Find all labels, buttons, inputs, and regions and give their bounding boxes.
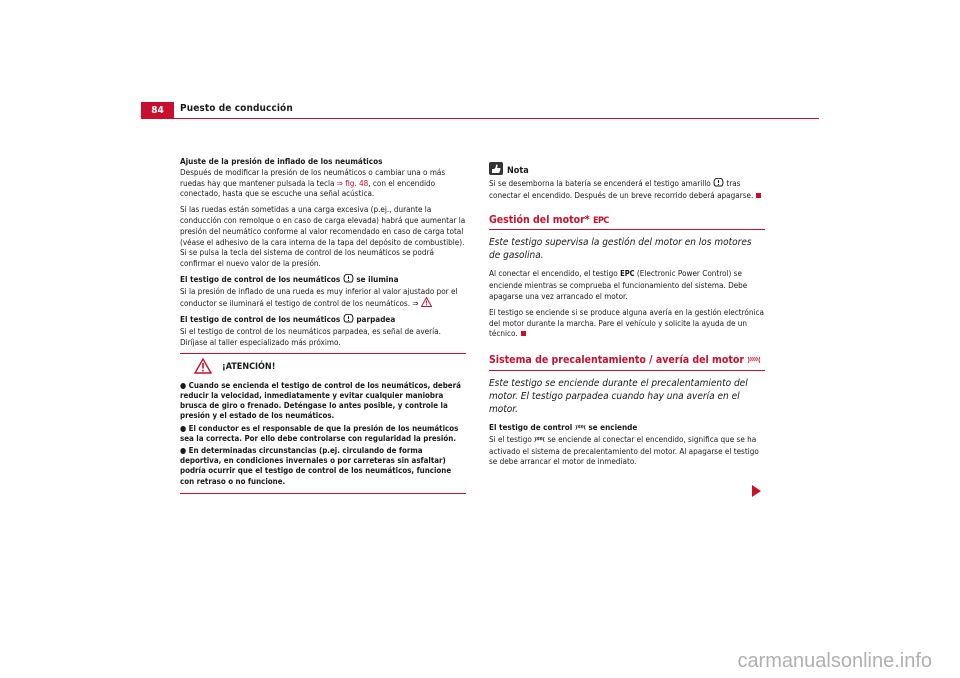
subheading-text: parpadea [353, 314, 396, 325]
section-title: Sistema de precalentamiento / avería del motor [489, 354, 748, 367]
warning-triangle-icon [421, 297, 432, 310]
tyre-pressure-icon [343, 274, 354, 286]
right-column [489, 162, 765, 472]
section-heading-glow-plug [489, 355, 765, 371]
subheading-text: El testigo de control de los neumáticos [180, 273, 343, 284]
subheading-text: El testigo de control [489, 421, 575, 432]
lead-glow-plug: Este testigo se enciende durante el precalentamiento del motor. El testigo parpadea cuando hay una avería en el motor. [489, 377, 748, 415]
tyre-pressure-icon [713, 178, 724, 190]
paragraph-text: , con el encendido conectado, hasta que se escuche una señal acústica. [180, 177, 436, 199]
note-heading [489, 162, 765, 178]
chapter-title: Puesto de conducción [180, 103, 293, 114]
glow-plug-icon [534, 435, 545, 446]
paragraph-text: Después de modificar la presión de los neumáticos o cambiar una o más ruedas hay que mantener pulsada la tecla [180, 166, 446, 188]
warning-item: ● El conductor es el responsable de que la presión de los neumáticos sea la correcta. Por ello debe controlarse con regularidad la presión. [180, 423, 459, 443]
note-title: Nota [507, 166, 529, 176]
next-page-arrow-icon[interactable] [752, 485, 761, 497]
epc-icon: EPC [592, 215, 609, 226]
header-rule [141, 118, 819, 119]
subheading-pressure-adjust: Ajuste de la presión de inflado de los neumáticos [180, 156, 383, 166]
warning-triangle-icon [194, 358, 212, 377]
paragraph-pressure-adjust [180, 167, 466, 199]
warning-item-text: En determinadas circunstancias (p.ej. circulando de forma deportiva, en condiciones invernales o por carreteras sin asfaltar) podría ocurrir que el testigo de control de los neumáticos, funcione con retraso o no funcione. [180, 445, 452, 486]
paragraph-text: Si la presión de inflado de una rueda es muy inferior al valor ajustado por el conductor se iluminará el testigo de control de los neumáticos. ⇒ [180, 285, 458, 308]
note-paragraph [489, 178, 765, 201]
paragraph-epc-on [489, 268, 765, 301]
paragraph-text: El testigo se enciende si se produce alguna avería en la gestión electrónica del motor durante la marcha. Pare el vehículo y solicite la ayuda de un técnico. [489, 306, 764, 339]
paragraph-glow-plug [489, 434, 765, 467]
paragraph-text: Al conectar el encendido, el testigo [489, 268, 621, 279]
note-icon [489, 162, 503, 175]
warning-item-text: Cuando se encienda el testigo de control de los neumáticos, deberá reducir la velocidad, inmediatamente y evitar cualquier maniobra brusca de giro o frenado. Deténgase lo antes posible, y controle la presión y el estado de los neumáticos. [180, 380, 461, 421]
subheading-text: se ilumina [353, 273, 399, 284]
page-number: 84 [141, 102, 174, 119]
paragraph-tyre-light-blinks: Si el testigo de control de los neumáticos parpadea, es señal de avería. Diríjase al taller especializado más próximo. [180, 326, 441, 347]
warning-item: ● En determinadas circunstancias (p.ej. circulando de forma deportiva, en condiciones invernales o por carreteras sin asfaltar) podría ocurrir que el testigo de control de los neumáticos, funcione con retraso o no funcione. [180, 445, 452, 486]
section-title: Gestión del motor* [489, 213, 593, 226]
paragraph-epc-fault [489, 307, 765, 339]
epc-icon: EPC [620, 269, 635, 279]
tyre-pressure-icon [343, 314, 354, 326]
subheading-text: El testigo de control de los neumáticos [180, 314, 343, 325]
warning-item: ● Cuando se encienda el testigo de control de los neumáticos, deberá reducir la velocidad, inmediatamente y evitar cualquier maniobra brusca de giro o frenado. Deténgase lo antes posible, y controle la presión y el estado de los neumáticos. [180, 380, 461, 421]
paragraph-text: Si el testigo [489, 433, 535, 444]
note-text: tras conectar el encendido. Después de un breve recorrido deberá apagarse. [489, 178, 754, 200]
warning-box [180, 353, 466, 494]
glow-plug-icon [747, 355, 761, 367]
watermark: carmanualsonline.info [737, 650, 932, 672]
note-text: Si se desemborna la batería se encenderá el testigo amarillo [489, 178, 714, 188]
figure-link[interactable]: ⇒ fig. 48 [336, 177, 369, 188]
section-heading-engine-management [489, 215, 765, 231]
warning-title: ¡ATENCIÓN! [222, 361, 276, 372]
warning-item-text: El conductor es el responsable de que la presión de los neumáticos sea la correcta. Por ello debe controlarse con regularidad la presión. [180, 423, 459, 443]
left-column [180, 156, 466, 494]
subheading-tyre-light-on [180, 274, 466, 286]
glow-plug-icon [575, 423, 586, 434]
paragraph-tyre-light-on [180, 286, 466, 310]
subheading-tyre-light-blinks [180, 314, 466, 326]
lead-engine-management: Este testigo supervisa la gestión del motor en los motores de gasolina. [489, 237, 752, 262]
subheading-text: se enciende [585, 421, 638, 432]
warning-list [180, 379, 466, 493]
paragraph-text: (Electronic Power Control) se enciende mientras se comprueba el funcionamiento del sistema. Debe apagarse una vez arrancado el motor. [489, 268, 748, 301]
subheading-glow-plug-on [489, 422, 765, 434]
end-marker [521, 331, 526, 336]
paragraph-overload: Si las ruedas están sometidas a una carga excesiva (p.ej., durante la conducción con remolque o en caso de carga elevada) habrá que aumentar la presión del neumático conforme al valor recomendado en caso de carga total (véase el adhesivo de la cara interna de la tapa del depósito de combustible). Si se pulsa la tecla del sistema de control de los neumáticos se podrá confirmar el nuevo valor de la presión. [180, 204, 466, 269]
end-marker [756, 193, 761, 198]
paragraph-text: se enciende al conectar el encendido, significa que se ha activado el sistema de precalentamiento del motor. Al apagarse el testigo se debe arrancar el motor de inmediato. [489, 433, 759, 467]
